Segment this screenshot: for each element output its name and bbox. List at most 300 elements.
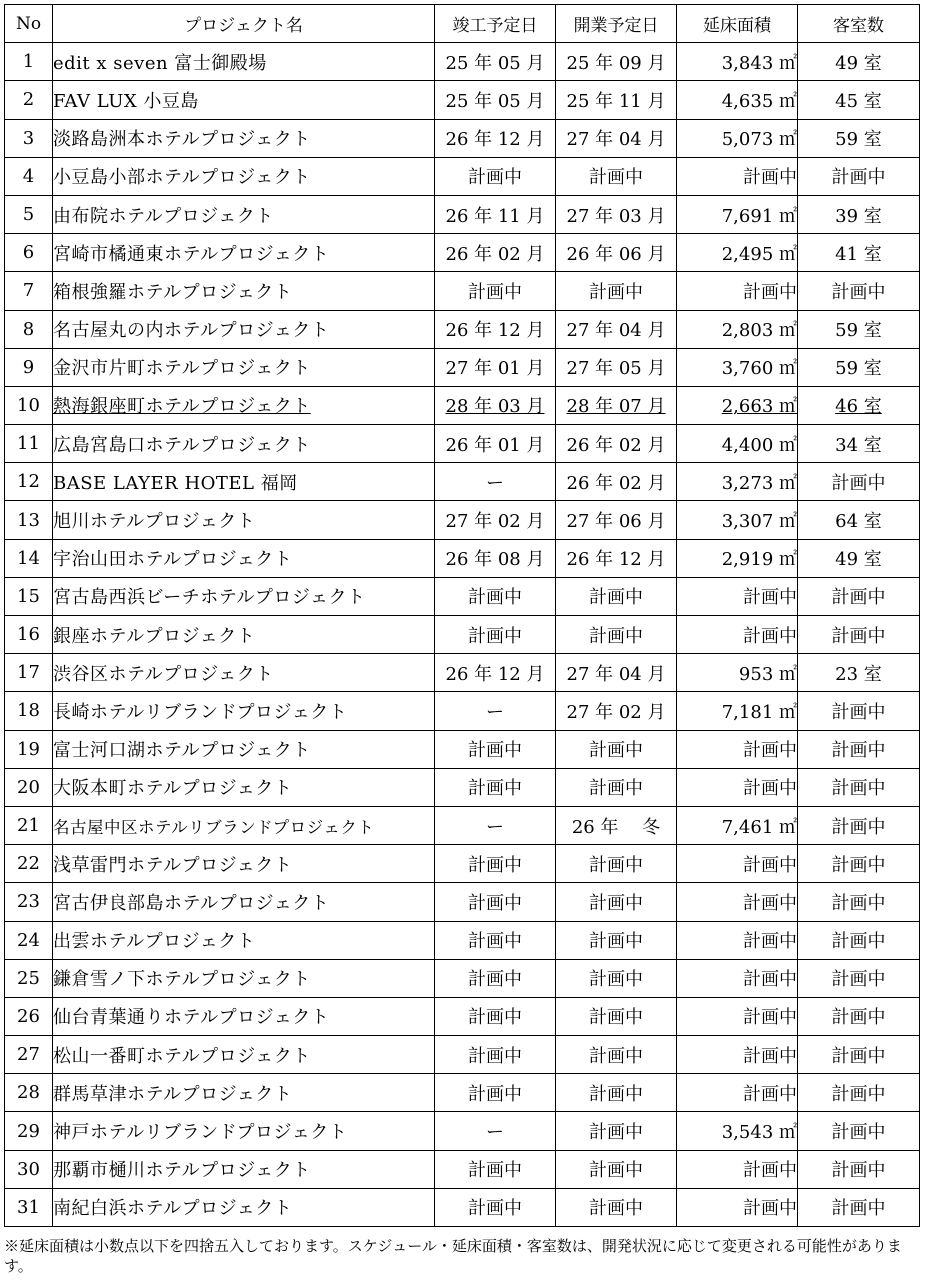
row-rooms bbox=[798, 157, 920, 195]
table-row bbox=[5, 539, 920, 577]
row-floor-area bbox=[677, 921, 798, 959]
row-completion-date bbox=[435, 310, 556, 348]
row-completion-date-text: 26 年 12 月 bbox=[445, 320, 545, 342]
row-floor-area-text: 計画中 bbox=[743, 625, 797, 647]
row-floor-area bbox=[677, 463, 798, 501]
row-floor-area bbox=[677, 348, 798, 386]
table-row bbox=[5, 463, 920, 501]
table-body bbox=[5, 43, 920, 1227]
row-floor-area bbox=[677, 386, 798, 424]
row-rooms-text: 計画中 bbox=[831, 931, 886, 953]
row-rooms bbox=[798, 81, 920, 119]
row-opening-date-text: 27 年 02 月 bbox=[566, 701, 666, 723]
row-opening-date-text: 計画中 bbox=[589, 1198, 643, 1220]
table-row bbox=[5, 1150, 920, 1188]
row-floor-area bbox=[677, 119, 798, 157]
header-no: No bbox=[5, 5, 53, 43]
row-completion-date bbox=[435, 692, 556, 730]
row-floor-area-text: 3,273 ㎡ bbox=[721, 472, 797, 494]
row-opening-date-text: 27 年 03 月 bbox=[566, 205, 666, 227]
table-row bbox=[5, 234, 920, 272]
row-no-text: 29 bbox=[17, 1120, 40, 1142]
row-floor-area bbox=[677, 654, 798, 692]
table-row bbox=[5, 616, 920, 654]
row-project-name-text: 旭川ホテルプロジェクト bbox=[53, 511, 256, 533]
row-floor-area bbox=[677, 157, 798, 195]
row-rooms bbox=[798, 310, 920, 348]
row-floor-area-text: 7,181 ㎡ bbox=[721, 701, 797, 723]
row-project-name bbox=[53, 43, 435, 81]
row-project-name-text: BASE LAYER HOTEL 福岡 bbox=[53, 472, 298, 494]
table-row bbox=[5, 119, 920, 157]
table-row bbox=[5, 1036, 920, 1074]
row-rooms bbox=[798, 1112, 920, 1150]
row-no bbox=[5, 577, 53, 615]
row-no-text: 13 bbox=[17, 509, 40, 531]
row-floor-area-text: 3,843 ㎡ bbox=[721, 52, 797, 74]
row-opening-date-text: 27 年 04 月 bbox=[566, 320, 666, 342]
row-opening-date bbox=[556, 921, 677, 959]
row-no-text: 25 bbox=[17, 967, 40, 989]
footnote: ※延床面積は小数点以下を四捨五入しております。スケジュール・延床面積・客室数は、開発状況に応じて変更される可能性があります。 bbox=[4, 1237, 902, 1275]
row-project-name bbox=[53, 1150, 435, 1188]
row-floor-area-text: 2,495 ㎡ bbox=[721, 243, 797, 265]
row-completion-date bbox=[435, 654, 556, 692]
row-project-name-text: 金沢市片町ホテルプロジェクト bbox=[53, 358, 311, 380]
row-no bbox=[5, 997, 53, 1035]
row-rooms-text: 計画中 bbox=[831, 281, 886, 303]
row-rooms bbox=[798, 577, 920, 615]
row-rooms-text: 34 室 bbox=[835, 434, 882, 456]
row-opening-date-text: 計画中 bbox=[589, 167, 643, 189]
row-completion-date-text: 計画中 bbox=[468, 892, 522, 914]
header-project-name: プロジェクト名 bbox=[53, 5, 435, 43]
row-opening-date-text: 26 年 06 月 bbox=[566, 243, 666, 265]
row-opening-date bbox=[556, 195, 677, 233]
row-no-text: 10 bbox=[17, 394, 40, 416]
row-opening-date bbox=[556, 997, 677, 1035]
row-rooms bbox=[798, 1150, 920, 1188]
row-floor-area-text: 計画中 bbox=[743, 1160, 797, 1182]
row-no-text: 8 bbox=[22, 318, 35, 340]
row-completion-date-text: 計画中 bbox=[468, 969, 522, 991]
row-no bbox=[5, 157, 53, 195]
row-no bbox=[5, 959, 53, 997]
row-opening-date bbox=[556, 1188, 677, 1226]
row-floor-area-text: 計画中 bbox=[743, 1007, 797, 1029]
row-no-text: 7 bbox=[22, 280, 35, 302]
row-rooms bbox=[798, 806, 920, 844]
row-opening-date-text: 27 年 05 月 bbox=[566, 358, 666, 380]
row-opening-date bbox=[556, 768, 677, 806]
row-opening-date-text: 計画中 bbox=[589, 1045, 643, 1067]
row-rooms-text: 計画中 bbox=[831, 472, 886, 494]
row-project-name bbox=[53, 425, 435, 463]
row-completion-date bbox=[435, 768, 556, 806]
row-completion-date-text: 計画中 bbox=[468, 587, 522, 609]
row-completion-date-text: 28 年 03 月 bbox=[445, 396, 545, 418]
row-opening-date bbox=[556, 692, 677, 730]
row-no bbox=[5, 654, 53, 692]
row-completion-date bbox=[435, 119, 556, 157]
row-opening-date bbox=[556, 425, 677, 463]
row-no-text: 6 bbox=[22, 242, 35, 264]
table-row bbox=[5, 883, 920, 921]
row-project-name bbox=[53, 730, 435, 768]
row-floor-area-text: 5,073 ㎡ bbox=[721, 129, 797, 151]
row-completion-date-text: 計画中 bbox=[468, 931, 522, 953]
row-no-text: 1 bbox=[22, 51, 35, 73]
row-rooms bbox=[798, 768, 920, 806]
table-row bbox=[5, 501, 920, 539]
row-project-name-text: 名古屋丸の内ホテルプロジェクト bbox=[53, 320, 330, 342]
row-project-name bbox=[53, 463, 435, 501]
table-row bbox=[5, 997, 920, 1035]
row-project-name-text: 長崎ホテルリブランドプロジェクト bbox=[53, 701, 348, 723]
row-no-text: 3 bbox=[22, 127, 35, 149]
row-completion-date-text: 計画中 bbox=[468, 167, 522, 189]
row-project-name-text: 出雲ホテルプロジェクト bbox=[53, 931, 256, 953]
row-rooms bbox=[798, 425, 920, 463]
row-floor-area bbox=[677, 730, 798, 768]
row-completion-date-text: 26 年 01 月 bbox=[445, 434, 545, 456]
row-completion-date-text: 27 年 02 月 bbox=[445, 511, 545, 533]
row-completion-date bbox=[435, 577, 556, 615]
row-rooms-text: 64 室 bbox=[835, 511, 882, 533]
row-project-name bbox=[53, 845, 435, 883]
row-floor-area-text: 7,691 ㎡ bbox=[721, 205, 797, 227]
row-no-text: 30 bbox=[17, 1158, 40, 1180]
row-completion-date bbox=[435, 348, 556, 386]
row-rooms bbox=[798, 883, 920, 921]
row-project-name bbox=[53, 654, 435, 692]
row-floor-area bbox=[677, 883, 798, 921]
row-floor-area-text: 計画中 bbox=[743, 969, 797, 991]
row-completion-date bbox=[435, 921, 556, 959]
row-completion-date bbox=[435, 272, 556, 310]
row-completion-date bbox=[435, 1036, 556, 1074]
row-project-name bbox=[53, 234, 435, 272]
row-no bbox=[5, 463, 53, 501]
row-no-text: 14 bbox=[17, 547, 40, 569]
row-project-name-text: 宮崎市橘通東ホテルプロジェクト bbox=[53, 243, 330, 265]
row-no bbox=[5, 1036, 53, 1074]
row-opening-date-text: 計画中 bbox=[589, 1122, 643, 1144]
row-completion-date-text: ー bbox=[486, 472, 504, 494]
table-row bbox=[5, 921, 920, 959]
table-row bbox=[5, 654, 920, 692]
row-no bbox=[5, 425, 53, 463]
row-rooms-text: 計画中 bbox=[831, 816, 886, 838]
row-rooms bbox=[798, 234, 920, 272]
row-rooms-text: 計画中 bbox=[831, 1007, 886, 1029]
row-rooms-text: 計画中 bbox=[831, 854, 886, 876]
row-project-name-text: 仙台青葉通りホテルプロジェクト bbox=[53, 1007, 330, 1029]
row-opening-date bbox=[556, 1150, 677, 1188]
row-opening-date-text: 計画中 bbox=[589, 587, 643, 609]
row-rooms bbox=[798, 730, 920, 768]
row-no-text: 23 bbox=[17, 891, 40, 913]
table-row bbox=[5, 195, 920, 233]
row-no-text: 11 bbox=[17, 433, 40, 455]
row-floor-area-text: 4,400 ㎡ bbox=[721, 434, 797, 456]
row-rooms-text: 59 室 bbox=[835, 358, 882, 380]
row-no bbox=[5, 310, 53, 348]
table-row bbox=[5, 1188, 920, 1226]
row-completion-date bbox=[435, 463, 556, 501]
row-floor-area bbox=[677, 81, 798, 119]
row-floor-area bbox=[677, 501, 798, 539]
row-project-name bbox=[53, 539, 435, 577]
row-no bbox=[5, 730, 53, 768]
row-no bbox=[5, 1188, 53, 1226]
row-rooms bbox=[798, 616, 920, 654]
row-no-text: 20 bbox=[17, 776, 40, 798]
row-floor-area bbox=[677, 1112, 798, 1150]
row-floor-area bbox=[677, 1150, 798, 1188]
row-floor-area bbox=[677, 234, 798, 272]
row-floor-area bbox=[677, 959, 798, 997]
row-project-name-text: 箱根強羅ホテルプロジェクト bbox=[53, 281, 293, 303]
row-no bbox=[5, 119, 53, 157]
row-opening-date bbox=[556, 539, 677, 577]
row-opening-date-text: 27 年 06 月 bbox=[566, 511, 666, 533]
row-opening-date-text: 計画中 bbox=[589, 892, 643, 914]
row-completion-date-text: 26 年 12 月 bbox=[445, 663, 545, 685]
row-floor-area-text: 計画中 bbox=[743, 1198, 797, 1220]
row-opening-date bbox=[556, 81, 677, 119]
row-project-name-text: 銀座ホテルプロジェクト bbox=[53, 625, 256, 647]
row-no bbox=[5, 386, 53, 424]
row-no-text: 15 bbox=[17, 585, 40, 607]
row-no bbox=[5, 501, 53, 539]
row-completion-date bbox=[435, 806, 556, 844]
row-no bbox=[5, 43, 53, 81]
row-completion-date bbox=[435, 997, 556, 1035]
row-rooms-text: 45 室 bbox=[835, 90, 882, 112]
row-opening-date bbox=[556, 234, 677, 272]
row-no-text: 31 bbox=[17, 1196, 40, 1218]
row-floor-area bbox=[677, 997, 798, 1035]
row-rooms bbox=[798, 654, 920, 692]
row-rooms-text: 23 室 bbox=[835, 663, 882, 685]
row-completion-date-text: ー bbox=[486, 816, 504, 838]
row-project-name bbox=[53, 1036, 435, 1074]
row-project-name-text: 大阪本町ホテルプロジェクト bbox=[53, 778, 293, 800]
row-no bbox=[5, 616, 53, 654]
row-opening-date-text: 計画中 bbox=[589, 1007, 643, 1029]
table-row bbox=[5, 157, 920, 195]
row-rooms bbox=[798, 845, 920, 883]
row-project-name bbox=[53, 997, 435, 1035]
row-opening-date-text: 26 年 02 月 bbox=[566, 472, 666, 494]
table-row bbox=[5, 272, 920, 310]
row-opening-date bbox=[556, 616, 677, 654]
row-project-name-text: 富士河口湖ホテルプロジェクト bbox=[53, 740, 311, 762]
row-project-name bbox=[53, 768, 435, 806]
row-opening-date-text: 25 年 09 月 bbox=[566, 52, 666, 74]
row-no bbox=[5, 1150, 53, 1188]
row-opening-date bbox=[556, 730, 677, 768]
row-project-name-text: 神戸ホテルリブランドプロジェクト bbox=[53, 1122, 348, 1144]
row-floor-area-text: 3,760 ㎡ bbox=[721, 358, 797, 380]
row-rooms-text: 39 室 bbox=[835, 205, 882, 227]
row-rooms-text: 計画中 bbox=[831, 1083, 886, 1105]
row-project-name-text: 鎌倉雪ノ下ホテルプロジェクト bbox=[53, 969, 311, 991]
row-rooms-text: 計画中 bbox=[831, 1122, 886, 1144]
row-rooms-text: 計画中 bbox=[831, 625, 886, 647]
row-floor-area-text: 計画中 bbox=[743, 1083, 797, 1105]
row-rooms-text: 41 室 bbox=[835, 243, 882, 265]
row-floor-area-text: 計画中 bbox=[743, 931, 797, 953]
row-floor-area-text: 計画中 bbox=[743, 1045, 797, 1067]
row-rooms bbox=[798, 692, 920, 730]
row-no-text: 9 bbox=[22, 356, 35, 378]
row-opening-date bbox=[556, 1036, 677, 1074]
row-rooms-text: 46 室 bbox=[835, 396, 882, 418]
row-completion-date-text: 計画中 bbox=[468, 1198, 522, 1220]
row-opening-date bbox=[556, 119, 677, 157]
row-opening-date bbox=[556, 654, 677, 692]
header-opening-date: 開業予定日 bbox=[556, 5, 677, 43]
row-opening-date-text: 27 年 04 月 bbox=[566, 663, 666, 685]
table-row bbox=[5, 386, 920, 424]
header-rooms: 客室数 bbox=[798, 5, 920, 43]
row-no-text: 26 bbox=[17, 1005, 40, 1027]
row-completion-date-text: 25 年 05 月 bbox=[445, 52, 545, 74]
row-opening-date-text: 計画中 bbox=[589, 931, 643, 953]
row-rooms-text: 計画中 bbox=[831, 701, 886, 723]
row-opening-date-text: 計画中 bbox=[589, 969, 643, 991]
row-completion-date bbox=[435, 157, 556, 195]
row-rooms-text: 計画中 bbox=[831, 1160, 886, 1182]
row-rooms-text: 59 室 bbox=[835, 129, 882, 151]
row-project-name-text: 宇治山田ホテルプロジェクト bbox=[53, 549, 293, 571]
row-project-name-text: 小豆島小部ホテルプロジェクト bbox=[53, 167, 311, 189]
row-project-name bbox=[53, 1188, 435, 1226]
row-opening-date bbox=[556, 1074, 677, 1112]
row-project-name-text: 広島宮島口ホテルプロジェクト bbox=[53, 434, 311, 456]
row-rooms bbox=[798, 539, 920, 577]
row-rooms-text: 49 室 bbox=[835, 52, 882, 74]
row-floor-area-text: 2,803 ㎡ bbox=[721, 320, 797, 342]
row-completion-date bbox=[435, 234, 556, 272]
row-project-name-text: 那覇市樋川ホテルプロジェクト bbox=[53, 1160, 311, 1182]
row-no bbox=[5, 195, 53, 233]
row-completion-date bbox=[435, 1074, 556, 1112]
table-row bbox=[5, 425, 920, 463]
row-rooms bbox=[798, 997, 920, 1035]
row-rooms-text: 計画中 bbox=[831, 892, 886, 914]
row-floor-area-text: 計画中 bbox=[743, 892, 797, 914]
row-floor-area bbox=[677, 692, 798, 730]
row-project-name bbox=[53, 348, 435, 386]
row-floor-area bbox=[677, 195, 798, 233]
row-rooms bbox=[798, 43, 920, 81]
table-row bbox=[5, 348, 920, 386]
row-floor-area bbox=[677, 806, 798, 844]
row-floor-area bbox=[677, 43, 798, 81]
row-completion-date-text: 計画中 bbox=[468, 625, 522, 647]
row-floor-area-text: 計画中 bbox=[743, 854, 797, 876]
row-completion-date-text: 計画中 bbox=[468, 854, 522, 876]
row-completion-date bbox=[435, 845, 556, 883]
row-opening-date-text: 計画中 bbox=[589, 281, 643, 303]
row-opening-date bbox=[556, 463, 677, 501]
table-row bbox=[5, 1074, 920, 1112]
row-completion-date-text: 26 年 02 月 bbox=[445, 243, 545, 265]
row-opening-date bbox=[556, 348, 677, 386]
row-opening-date bbox=[556, 959, 677, 997]
row-rooms bbox=[798, 386, 920, 424]
table-row bbox=[5, 730, 920, 768]
row-project-name-text: 浅草雷門ホテルプロジェクト bbox=[53, 854, 293, 876]
row-no bbox=[5, 272, 53, 310]
row-opening-date bbox=[556, 272, 677, 310]
row-completion-date-text: 計画中 bbox=[468, 778, 522, 800]
row-opening-date-text: 計画中 bbox=[589, 1160, 643, 1182]
table-row bbox=[5, 577, 920, 615]
row-no bbox=[5, 692, 53, 730]
project-table bbox=[4, 4, 920, 1227]
row-opening-date bbox=[556, 386, 677, 424]
row-completion-date-text: 25 年 05 月 bbox=[445, 90, 545, 112]
row-project-name-text: 熱海銀座町ホテルプロジェクト bbox=[53, 396, 311, 418]
row-completion-date-text: 計画中 bbox=[468, 1160, 522, 1182]
row-project-name bbox=[53, 310, 435, 348]
row-rooms bbox=[798, 463, 920, 501]
table-row bbox=[5, 1112, 920, 1150]
row-rooms-text: 計画中 bbox=[831, 740, 886, 762]
row-project-name bbox=[53, 1112, 435, 1150]
row-project-name bbox=[53, 921, 435, 959]
table-row bbox=[5, 959, 920, 997]
row-completion-date-text: 計画中 bbox=[468, 281, 522, 303]
row-no-text: 28 bbox=[17, 1082, 40, 1104]
row-project-name bbox=[53, 616, 435, 654]
row-project-name bbox=[53, 157, 435, 195]
row-rooms bbox=[798, 119, 920, 157]
row-project-name-text: 由布院ホテルプロジェクト bbox=[53, 205, 274, 227]
row-project-name bbox=[53, 501, 435, 539]
row-completion-date-text: 計画中 bbox=[468, 740, 522, 762]
table-header-row bbox=[5, 5, 920, 43]
row-no bbox=[5, 921, 53, 959]
row-floor-area bbox=[677, 768, 798, 806]
row-project-name bbox=[53, 692, 435, 730]
row-project-name-text: 群馬草津ホテルプロジェクト bbox=[53, 1083, 293, 1105]
row-rooms bbox=[798, 195, 920, 233]
row-floor-area-text: 計画中 bbox=[743, 587, 797, 609]
row-rooms bbox=[798, 1188, 920, 1226]
row-opening-date bbox=[556, 577, 677, 615]
row-rooms-text: 計画中 bbox=[831, 1045, 886, 1067]
row-floor-area-text: 計画中 bbox=[743, 281, 797, 303]
row-rooms bbox=[798, 272, 920, 310]
row-project-name-text: 淡路島洲本ホテルプロジェクト bbox=[53, 129, 311, 151]
row-project-name bbox=[53, 119, 435, 157]
row-no bbox=[5, 539, 53, 577]
row-rooms bbox=[798, 348, 920, 386]
row-project-name bbox=[53, 577, 435, 615]
row-completion-date-text: ー bbox=[486, 701, 504, 723]
row-no-text: 24 bbox=[17, 929, 40, 951]
row-no-text: 17 bbox=[17, 662, 40, 684]
row-project-name-text: 渋谷区ホテルプロジェクト bbox=[53, 663, 274, 685]
row-completion-date bbox=[435, 501, 556, 539]
row-project-name-text: 宮古島西浜ビーチホテルプロジェクト bbox=[53, 587, 366, 609]
row-project-name bbox=[53, 81, 435, 119]
